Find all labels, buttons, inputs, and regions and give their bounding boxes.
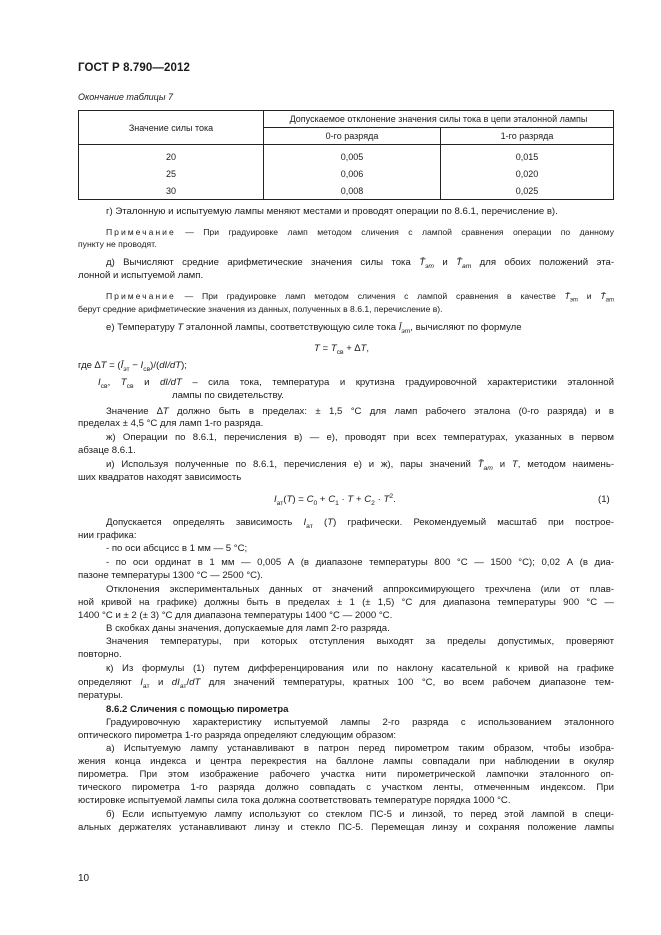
table-row (79, 182, 614, 200)
text-line: определяют (78, 677, 132, 688)
paragraph-k-cont: определяют $I_{ат}$ и $dI_{ат}/dT$ для значений температуры, кратных 100 °С, во всем рабочем диапазоне тем- (78, 677, 615, 690)
text-line: жения конца индекса и центра перекрестия на баллоне лампы совпадали при наблюдении в окуляр (78, 756, 614, 767)
text-line: юстировке испытуемой лампы сила тока должна соответствовать температуре порядка 1000 °С. (78, 795, 511, 806)
table-cell: 0,005 (264, 145, 441, 166)
note-label: Примечание (106, 291, 176, 301)
text-line: 1400 °С и ± 2 (± 3) °С для диапазона температуры 1400 °С — 2000 °С. (78, 610, 393, 621)
list-ordinate-cont (78, 570, 614, 582)
paragraph-graph: Допускается определять зависимость $I_{ат}$ (T) графически. Рекомендуемый масштаб при построе- (106, 517, 615, 530)
note-label: Примечание (106, 227, 176, 237)
text-line: ших квадратов находят зависимость (78, 472, 242, 483)
text-line: и) Используя полученные по 8.6.1, перечисления е) и ж), пары значений (106, 459, 471, 470)
paragraph-a-cont (78, 756, 614, 768)
text-line: для значений температуры, кратных 100 °С, во всем рабочем диапазоне тем- (208, 677, 615, 688)
text-line: лонной и испытуемой ламп. (78, 270, 204, 281)
paragraph-zh (78, 432, 614, 444)
table-row (79, 145, 614, 166)
table-cell: 20 (79, 145, 264, 166)
table-row (79, 165, 614, 182)
text-line: Градуировочную характеристику испытуемой лампы 2-го разряда с использованием эталонного (106, 717, 614, 728)
table-cell: 0,020 (441, 165, 614, 182)
text-line: графически. Рекомендуемый масштаб при построе- (347, 517, 615, 528)
text-line: ной кривой на графике) должны быть в пределах ± 1 (± 1,5) °С для диапазона температуры 900 °С — (78, 597, 614, 608)
text-line: должно быть в пределах: ± 1,5 °С для ламп рабочего эталона (0-го разряда) и в (177, 406, 614, 417)
text-line: эталонной лампы, соответствующую силе тока (185, 322, 397, 333)
table-cell: 25 (79, 165, 264, 182)
text-line: – сила тока, температура и крутизна градуировочной характеристики эталонной (192, 377, 614, 388)
paragraph-a (78, 743, 614, 755)
paragraph-repeat (78, 636, 614, 648)
paragraph-k-cont2 (78, 690, 614, 702)
paragraph-d-cont (78, 270, 614, 282)
text-line: - по оси абсцисс в 1 мм — 5 °С; (106, 543, 248, 554)
text-line: и (499, 459, 506, 470)
text-line: , методом наимень- (517, 459, 615, 470)
table-header-current: Значение силы тока (79, 111, 264, 145)
where-line: где $\Delta T = (Ī_{эт} - I_{св})/(dI/dT)$; (78, 360, 187, 373)
text-line: где (78, 360, 93, 371)
text-line: и (158, 677, 164, 688)
text-line: - по оси ординат в 1 мм — 0,005 А (в диапазоне температуры 800 °С — 1500 °С); 0,02 А (в диа- (106, 557, 614, 568)
text-line: повторно. (78, 649, 122, 660)
text-line: пределах ± 4,5 °С для ламп 1-го разряда. (78, 418, 264, 429)
paragraph-delta: Значение ∆T должно быть в пределах: ± 1,5 °С для ламп рабочего эталона (0-го разряда) и в (106, 406, 614, 417)
paragraph-repeat-cont (78, 649, 614, 661)
text-line: альных держателях устанавливают линзу и стекло ПС-5. Перемещая линзу и сохраняя положение лампы (78, 822, 614, 833)
text-line: для обоих положений эта- (479, 257, 615, 268)
table-cell: 0,015 (441, 145, 614, 166)
paragraph-d: д) Вычисляют средние арифметические значения силы тока $T̄_{эт}$ и $T̄_{ат}$ для обоих положений эта- (106, 257, 615, 270)
paragraph-i: и) Используя полученные по 8.6.1, перечисления е) и ж), пары значений $T̄_{ат}$ и T, методом наимень- (106, 459, 615, 472)
text-line: тического пирометра 1-го разряда должно совпадать с участком ленты, отмеченным индексом. При (78, 782, 614, 793)
text-line: — При градуировке ламп методом сличения с лампой сравнения операции по данному (185, 227, 614, 237)
table-cell: 0,006 (264, 165, 441, 182)
table-cell: 0,025 (441, 182, 614, 200)
paragraph-brackets (78, 623, 642, 635)
paragraph-i-cont (78, 472, 614, 484)
text-line: и (442, 257, 448, 268)
paragraph-graph-cont (78, 530, 614, 542)
text-line: Значение (106, 406, 149, 417)
text-line: нии графика: (78, 530, 137, 541)
table-header-group: Допускаемое отклонение значения силы тока в цепи эталонной лампы (264, 111, 614, 128)
paragraph-a-cont4 (78, 795, 614, 807)
text-line: пирометра. При этом изображение рабочего участка нити пирометрической лампочки эталонного оп- (78, 769, 614, 780)
paragraph-k (78, 663, 614, 675)
text-line: а) Испытуемую лампу устанавливают в патрон перед пирометром таким образом, чтобы изобра- (106, 743, 614, 754)
text-line: В скобках даны значения, допускаемые для ламп 2-го разряда. (106, 623, 390, 634)
page-number: 10 (78, 873, 90, 884)
tolerance-table (78, 110, 614, 200)
table-header-class0: 0-го разряда (264, 128, 441, 145)
note-1 (78, 226, 614, 238)
text-line: г) Эталонную и испытуемую лампы меняют местами и проводят операции по 8.6.1, перечисление в). (106, 206, 558, 217)
list-ordinate (78, 557, 614, 569)
table-caption: Окончание таблицы 7 (78, 92, 173, 102)
paragraph-deviation-cont2 (78, 610, 614, 622)
text-line: б) Если испытуемую лампу используют со стеклом ПС-5 и линзой, то перед этой лампой в специ- (106, 809, 614, 820)
formula-t: $T = T_{св} + \Delta T$, (314, 343, 369, 356)
text-line: Отклонения экспериментальных данных от значений аппроксимирующего трехчлена (или от плав- (106, 584, 614, 595)
paragraph-deviation (78, 584, 614, 596)
paragraph-deviation-cont (78, 597, 614, 609)
table-cell: 0,008 (264, 182, 441, 200)
paragraph-b (78, 809, 614, 821)
list-abscissa (78, 543, 642, 555)
formula-number: (1) (598, 494, 610, 505)
text-line: оптического пирометра 1-го разряда определяют следующим образом: (78, 730, 397, 741)
text-line: пункту не проводят. (78, 239, 157, 249)
text-line: — При градуировке ламп методом сличения с лампой сравнения в качестве (184, 291, 556, 301)
formula-1: $I_{ат}(T) = C_0 + C_1 \cdot T + C_2 \cdot T^2$. (274, 492, 396, 507)
paragraph-a-cont3 (78, 782, 614, 794)
note-1-cont (78, 238, 614, 250)
text-line: и (586, 291, 592, 301)
text-line: д) Вычисляют средние арифметические значения силы тока (106, 257, 411, 268)
paragraph-zh-cont (78, 445, 614, 457)
document-header: ГОСТ Р 8.790—2012 (78, 62, 190, 74)
paragraph-delta-cont (78, 418, 614, 430)
paragraph-e: е) Температуру T эталонной лампы, соответствующую силе тока $Ī_{эт}$, вычисляют по формуле (106, 322, 522, 335)
text-line: берут средние арифметические значения из данных, полученных в 8.6.1, перечисление в). (78, 304, 443, 314)
note-2-cont (78, 303, 614, 315)
paragraph-intro-cont (78, 730, 614, 742)
text-line: Допускается определять зависимость (106, 517, 293, 528)
where-definition-cont (78, 390, 661, 402)
table-header-class1: 1-го разряда (441, 128, 614, 145)
text-line: абзаце 8.6.1. (78, 445, 136, 456)
text-line: пературы. (78, 690, 124, 701)
text-line: ж) Операции по 8.6.1, перечисления в) — е), проводят при всех температурах, указанных в первом (106, 432, 614, 443)
text-line: , вычисляют по формуле (410, 322, 522, 333)
text-line: е) Температуру (106, 322, 175, 333)
section-heading-8-6-2 (78, 704, 642, 716)
text-line: 8.6.2 Сличения с помощью пирометра (106, 704, 289, 715)
paragraph-g (78, 206, 614, 218)
text-line: пазоне температуры 1300 °С — 2500 °С). (78, 570, 263, 581)
text-line: лампы по свидетельству. (172, 390, 284, 401)
paragraph-intro (78, 717, 614, 729)
text-line: к) Из формулы (1) путем дифференцирования или по наклону касательной к кривой на графике (106, 663, 614, 674)
note-2: Примечание — При градуировке ламп методом сличения с лампой сравнения в качестве $T̄_{эт}$ и $T̄_{ат}$ (106, 291, 614, 304)
where-definition: $I_{св}$, $T_{св}$ и dI/dT – сила тока, температура и крутизна градуировочной характеристики эталонной (98, 377, 614, 390)
text-line: Значения температуры, при которых отступления выходят за пределы допустимых, проверяют (106, 636, 614, 647)
paragraph-a-cont2 (78, 769, 614, 781)
table-cell: 30 (79, 182, 264, 200)
paragraph-b-cont (78, 822, 614, 834)
